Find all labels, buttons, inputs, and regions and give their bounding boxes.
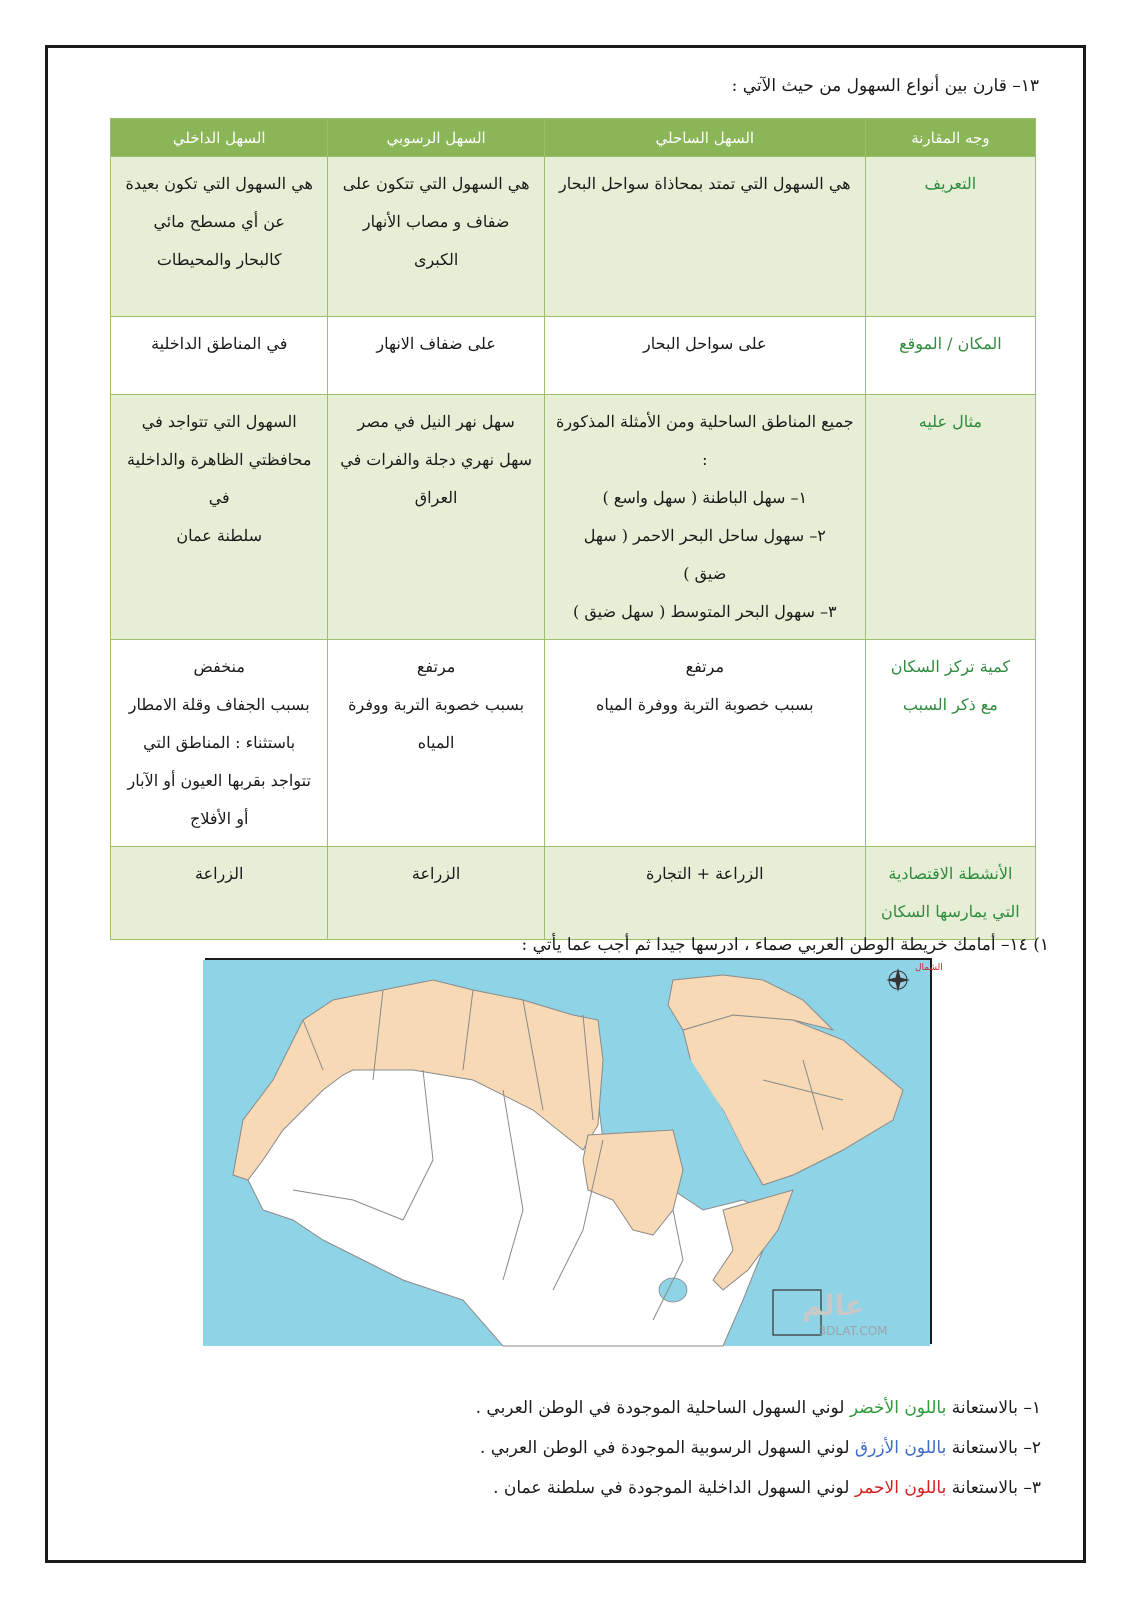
- table-row-location: [111, 317, 1036, 395]
- cell-definition-alluvial: هي السهول التي تتكون على ضفاف و مصاب الأنهار الكبرى: [328, 157, 544, 317]
- cell-activities-coastal: الزراعة + التجارة: [544, 847, 865, 940]
- arab-world-blank-map: [205, 958, 943, 1344]
- table-row-population: [111, 640, 1036, 847]
- row-label-definition: التعريف: [865, 157, 1035, 317]
- cell-location-interior: في المناطق الداخلية: [111, 317, 328, 395]
- header-alluvial-plain: السهل الرسوبي: [328, 119, 544, 157]
- task-interior-red: ٣– بالاستعانة باللون الاحمر لوني السهول الداخلية الموجودة في سلطنة عمان .: [493, 1478, 1041, 1498]
- cell-example-alluvial: سهل نهر النيل في مصر سهل نهري دجلة والفرات في العراق: [328, 395, 544, 640]
- cell-activities-alluvial: الزراعة: [328, 847, 544, 940]
- cell-example-coastal: جميع المناطق الساحلية ومن الأمثلة المذكورة : ١– سهل الباطنة ( سهل واسع ) ٢– سهول ساحل البحر الاحمر ( سهل ضيق ) ٣– سهول البحر المتوسط ( سهل ضيق ): [544, 395, 865, 640]
- table-row-example: [111, 395, 1036, 640]
- row-label-population: كمية تركز السكان مع ذكر السبب: [865, 640, 1035, 847]
- question-14-title: ١) ١٤– أمامك خريطة الوطن العربي صماء ، ادرسها جيدا ثم أجب عما يأتي :: [521, 935, 1049, 955]
- header-interior-plain: السهل الداخلي: [111, 119, 328, 157]
- map-north-label: الشمال: [915, 963, 943, 973]
- cell-definition-interior: هي السهول التي تكون بعيدة عن أي مسطح مائي كالبحار والمحيطات: [111, 157, 328, 317]
- color-word-green: باللون الأخضر: [849, 1398, 947, 1418]
- map-watermark-brand: عالم: [801, 1289, 865, 1322]
- row-label-example: مثال عليه: [865, 395, 1035, 640]
- map-watermark-site: 3DLAT.COM: [818, 1324, 888, 1338]
- header-coastal-plain: السهل الساحلي: [544, 119, 865, 157]
- cell-population-coastal: مرتفع بسبب خصوبة التربة ووفرة المياه: [544, 640, 865, 847]
- task-coastal-green: ١– بالاستعانة باللون الأخضر لوني السهول الساحلية الموجودة في الوطن العربي .: [475, 1398, 1041, 1418]
- cell-location-coastal: على سواحل البحار: [544, 317, 865, 395]
- color-word-red: باللون الاحمر: [854, 1478, 947, 1498]
- color-word-blue: باللون الأزرق: [854, 1438, 947, 1458]
- cell-activities-interior: الزراعة: [111, 847, 328, 940]
- table-row-definition: [111, 157, 1036, 317]
- table-header-row: [111, 119, 1036, 157]
- question-13-title: ١٣– قارن بين أنواع السهول من حيث الآتي :: [731, 76, 1039, 96]
- table-row-activities: [111, 847, 1036, 940]
- task-alluvial-blue: ٢– بالاستعانة باللون الأزرق لوني السهول الرسوبية الموجودة في الوطن العربي .: [479, 1438, 1041, 1458]
- cell-population-alluvial: مرتفع بسبب خصوبة التربة ووفرة المياه: [328, 640, 544, 847]
- cell-location-alluvial: على ضفاف الانهار: [328, 317, 544, 395]
- row-label-activities: الأنشطة الاقتصادية التي يمارسها السكان: [865, 847, 1035, 940]
- map-tasks-list: [476, 1388, 1041, 1508]
- map-lake-victoria: [659, 1278, 687, 1302]
- row-label-location: المكان / الموقع: [865, 317, 1035, 395]
- header-comparison-aspect: وجه المقارنة: [865, 119, 1035, 157]
- cell-example-interior: السهول التي تتواجد في محافظتي الظاهرة والداخلية في سلطنة عمان: [111, 395, 328, 640]
- plains-comparison-table: [110, 118, 1036, 940]
- cell-population-interior: منخفض بسبب الجفاف وقلة الامطار باستثناء : المناطق التي تتواجد بقربها العيون أو الآبار أو الأفلاج: [111, 640, 328, 847]
- cell-definition-coastal: هي السهول التي تمتد بمحاذاة سواحل البحار: [544, 157, 865, 317]
